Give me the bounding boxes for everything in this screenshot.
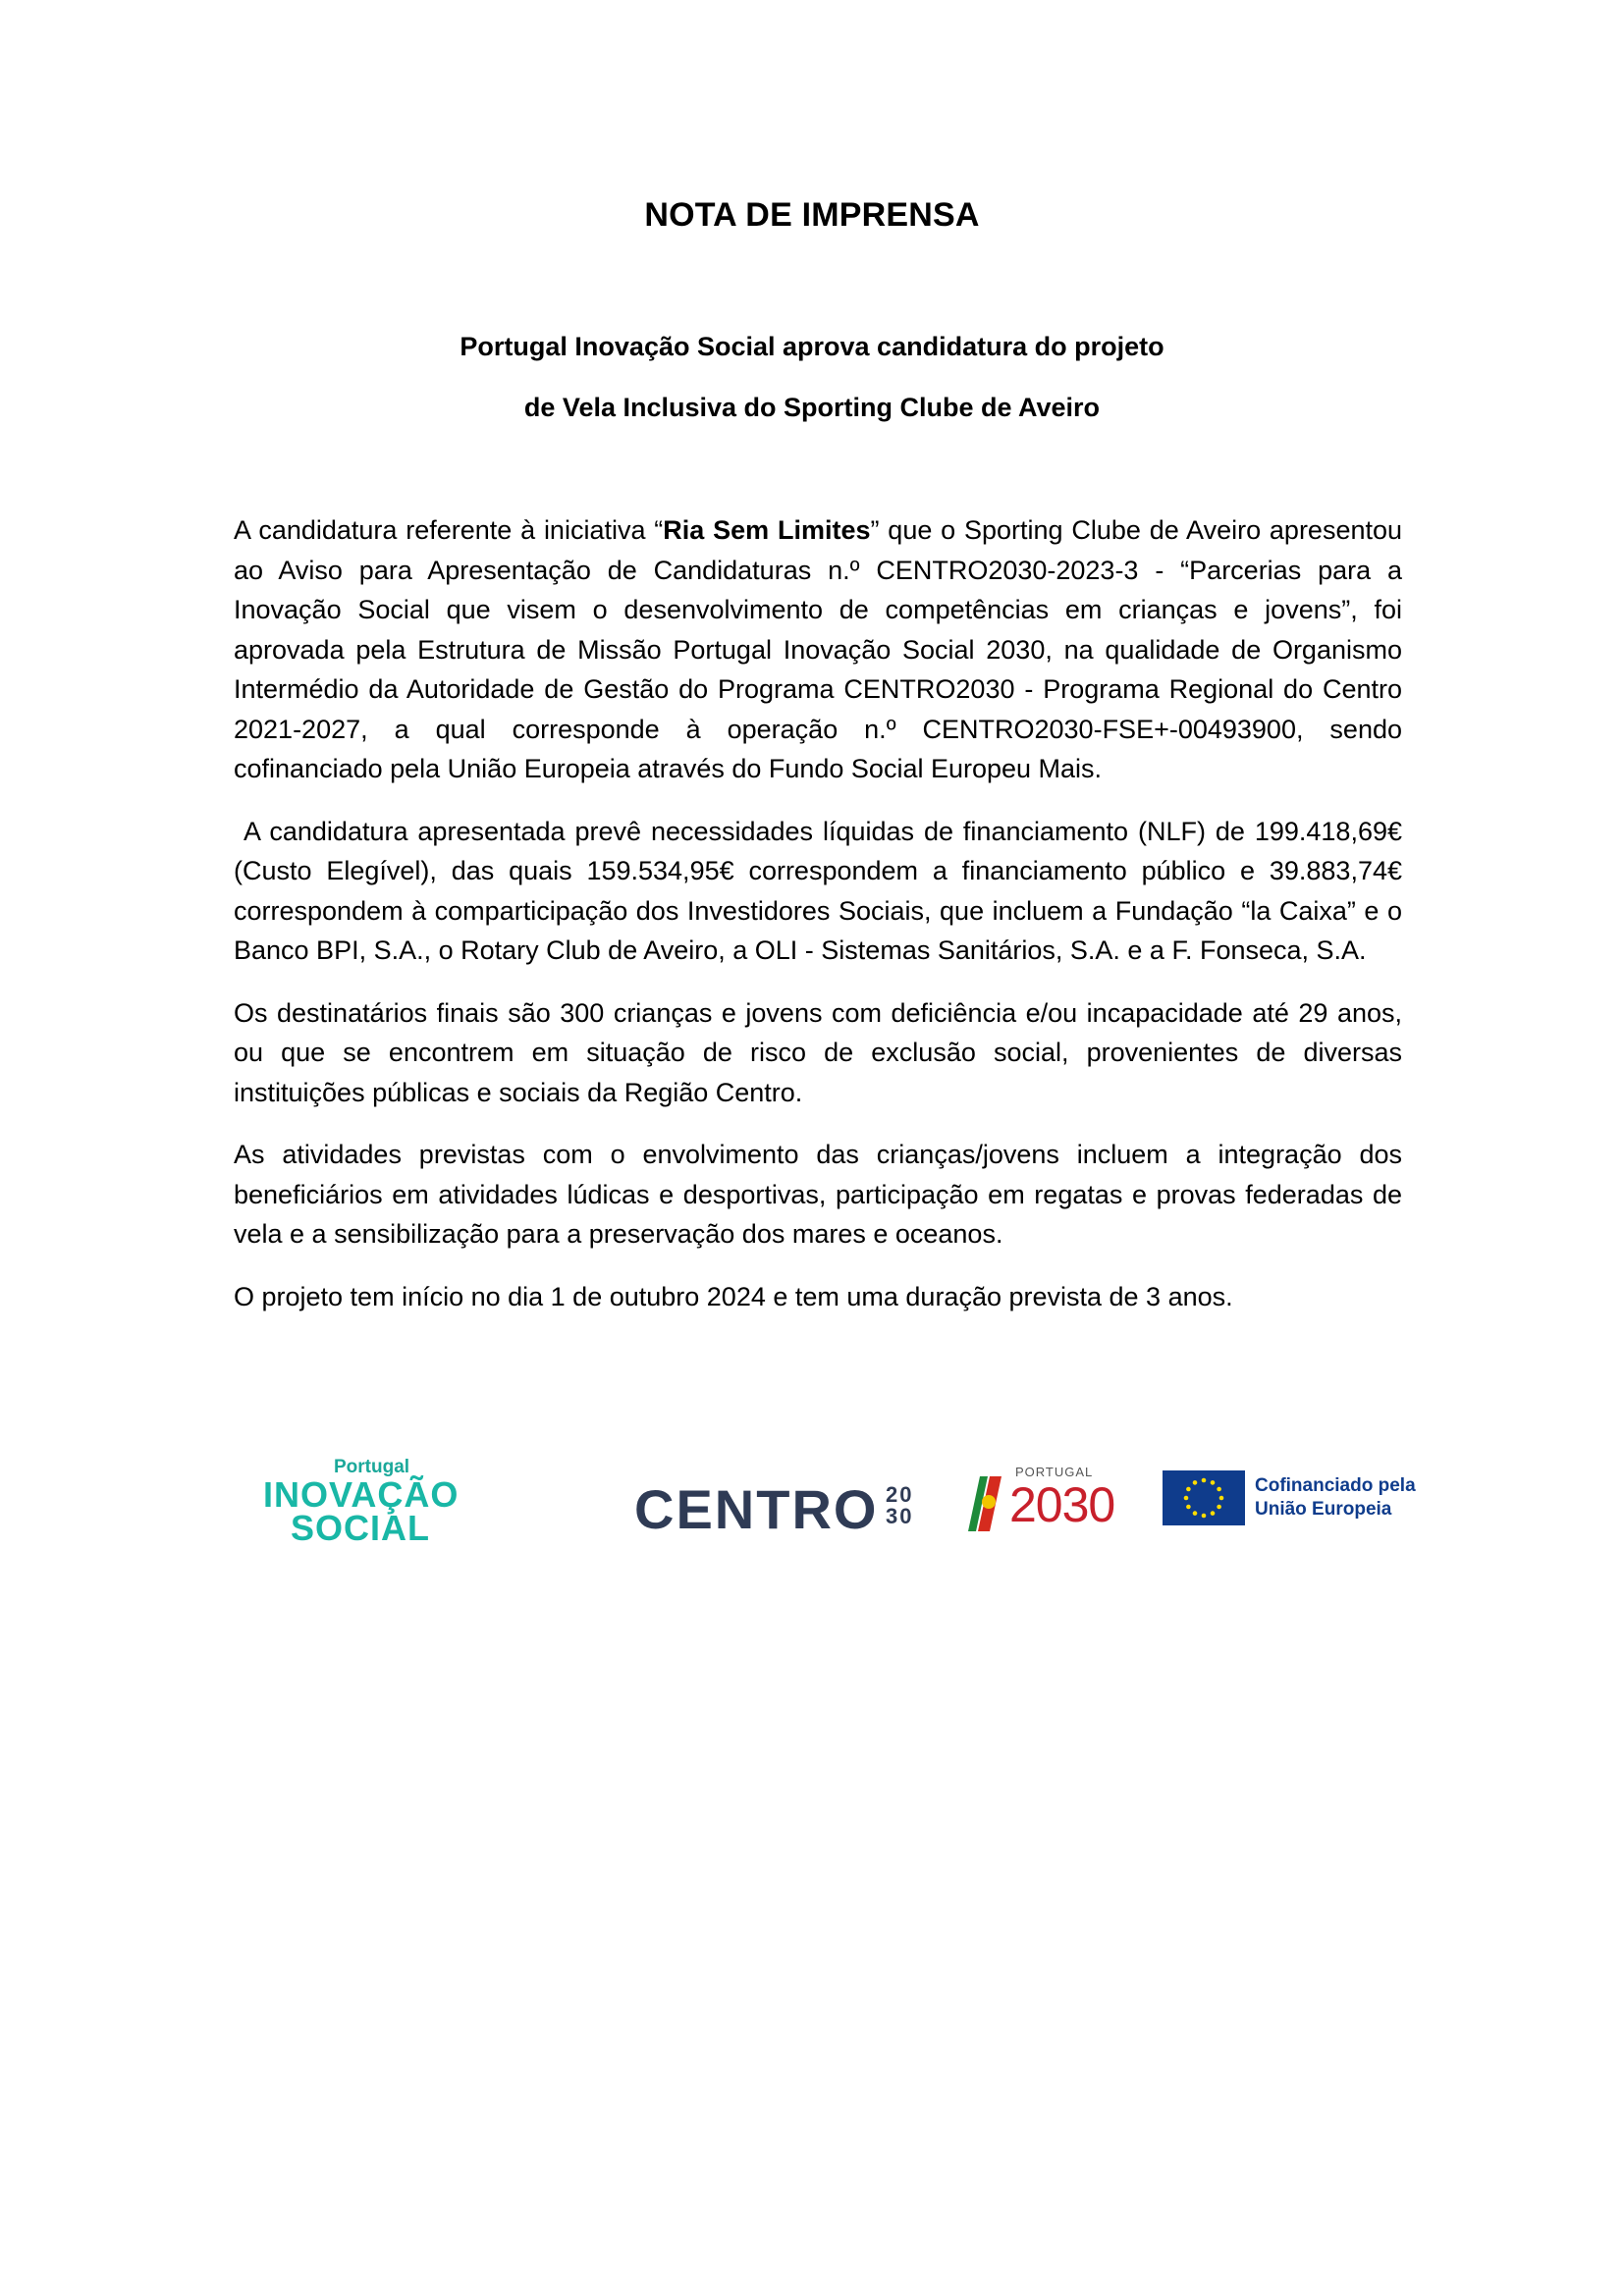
pis-logo-line-2: SOCIAL — [291, 1508, 431, 1548]
paragraph-1-rest: ” que o Sporting Clube de Aveiro apresentou ao Aviso para Apresentação de Candidaturas n.º CENTRO2030-2023-3 - “Parcerias para a Inovação Social que visem o desenvolvimento de competências em crianças e jovens”, foi aprovada pela Estrutura de Missão Portugal Inovação Social 2030, na qualidade de Organismo Intermédio da Autoridade de Gestão do Programa CENTRO2030 - Programa Regional do Centro 2021-2027, a qual corresponde à operação n.º CENTRO2030-FSE+-00493900, sendo cofinanciado pela União Europeia através do Fundo Social Europeu Mais. — [234, 515, 1403, 783]
paragraph-2: A candidatura apresentada prevê necessidades líquidas de financiamento (NLF) de 199.418,69€ (Custo Elegível), das quais 159.534,95€ correspondem a financiamento público e 39.883,74€ correspondem à comparticipação dos Investidores Sociais, que incluem a Fundação “la Caixa” e o Banco BPI, S.A., o Rotary Club de Aveiro, a OLI - Sistemas Sanitários, S.A. e a F. Fonseca, S.A. — [234, 816, 1410, 965]
paragraph-1 — [234, 510, 1402, 789]
funding-logos — [0, 1443, 1624, 1551]
eu-logo-line-1: Cofinanciado pela — [1255, 1475, 1416, 1496]
centro-logo-digits-bottom: 30 — [886, 1504, 914, 1528]
paragraph-1-start: A candidatura referente à iniciativa “ — [234, 515, 664, 545]
paragraph-3: Os destinatários finais são 300 crianças e jovens com deficiência e/ou incapacidade até 29 anos, ou que se encontrem em situação de risco de exclusão social, provenientes de diversas instituições públicas e sociais da Região Centro. — [234, 997, 1402, 1107]
eu-flag-icon — [1163, 1470, 1245, 1525]
pis-logo-small-text: Portugal — [334, 1457, 410, 1477]
eu-logo-text — [1255, 1474, 1451, 1522]
portugal-2030-number: 2030 — [1009, 1477, 1115, 1532]
portugal-flag-emblem-icon — [962, 1472, 1007, 1535]
subtitle-line-1: Portugal Inovação Social aprova candidatura do projeto — [460, 332, 1164, 361]
pis-logo-line-1: INOVAÇÃO — [263, 1474, 460, 1515]
body-text — [234, 510, 1410, 1316]
paragraph-4: As atividades previstas com o envolvimento das crianças/jovens incluem a integração dos beneficiários em atividades lúdicas e desportivas, participação em regatas e provas federadas de vela e a sensibilização para a preservação dos mares e oceanos. — [234, 1140, 1402, 1249]
initiative-name: Ria Sem Limites — [663, 515, 871, 545]
document-title: NOTA DE IMPRENSA — [644, 196, 980, 234]
centro-logo-word: CENTRO — [634, 1478, 879, 1540]
paragraph-5: O projeto tem início no dia 1 de outubro 2024 e tem uma duração prevista de 3 anos. — [234, 1281, 1233, 1311]
subtitle-line-2: de Vela Inclusiva do Sporting Clube de Aveiro — [523, 393, 1101, 422]
portugal-2030-logo — [962, 1465, 1129, 1543]
portugal-2030-label: PORTUGAL — [1015, 1465, 1094, 1479]
centro-logo-digits — [886, 1484, 913, 1527]
centro-logo-digits-top: 20 — [886, 1482, 914, 1507]
eu-logo-line-2: União Europeia — [1255, 1499, 1392, 1520]
